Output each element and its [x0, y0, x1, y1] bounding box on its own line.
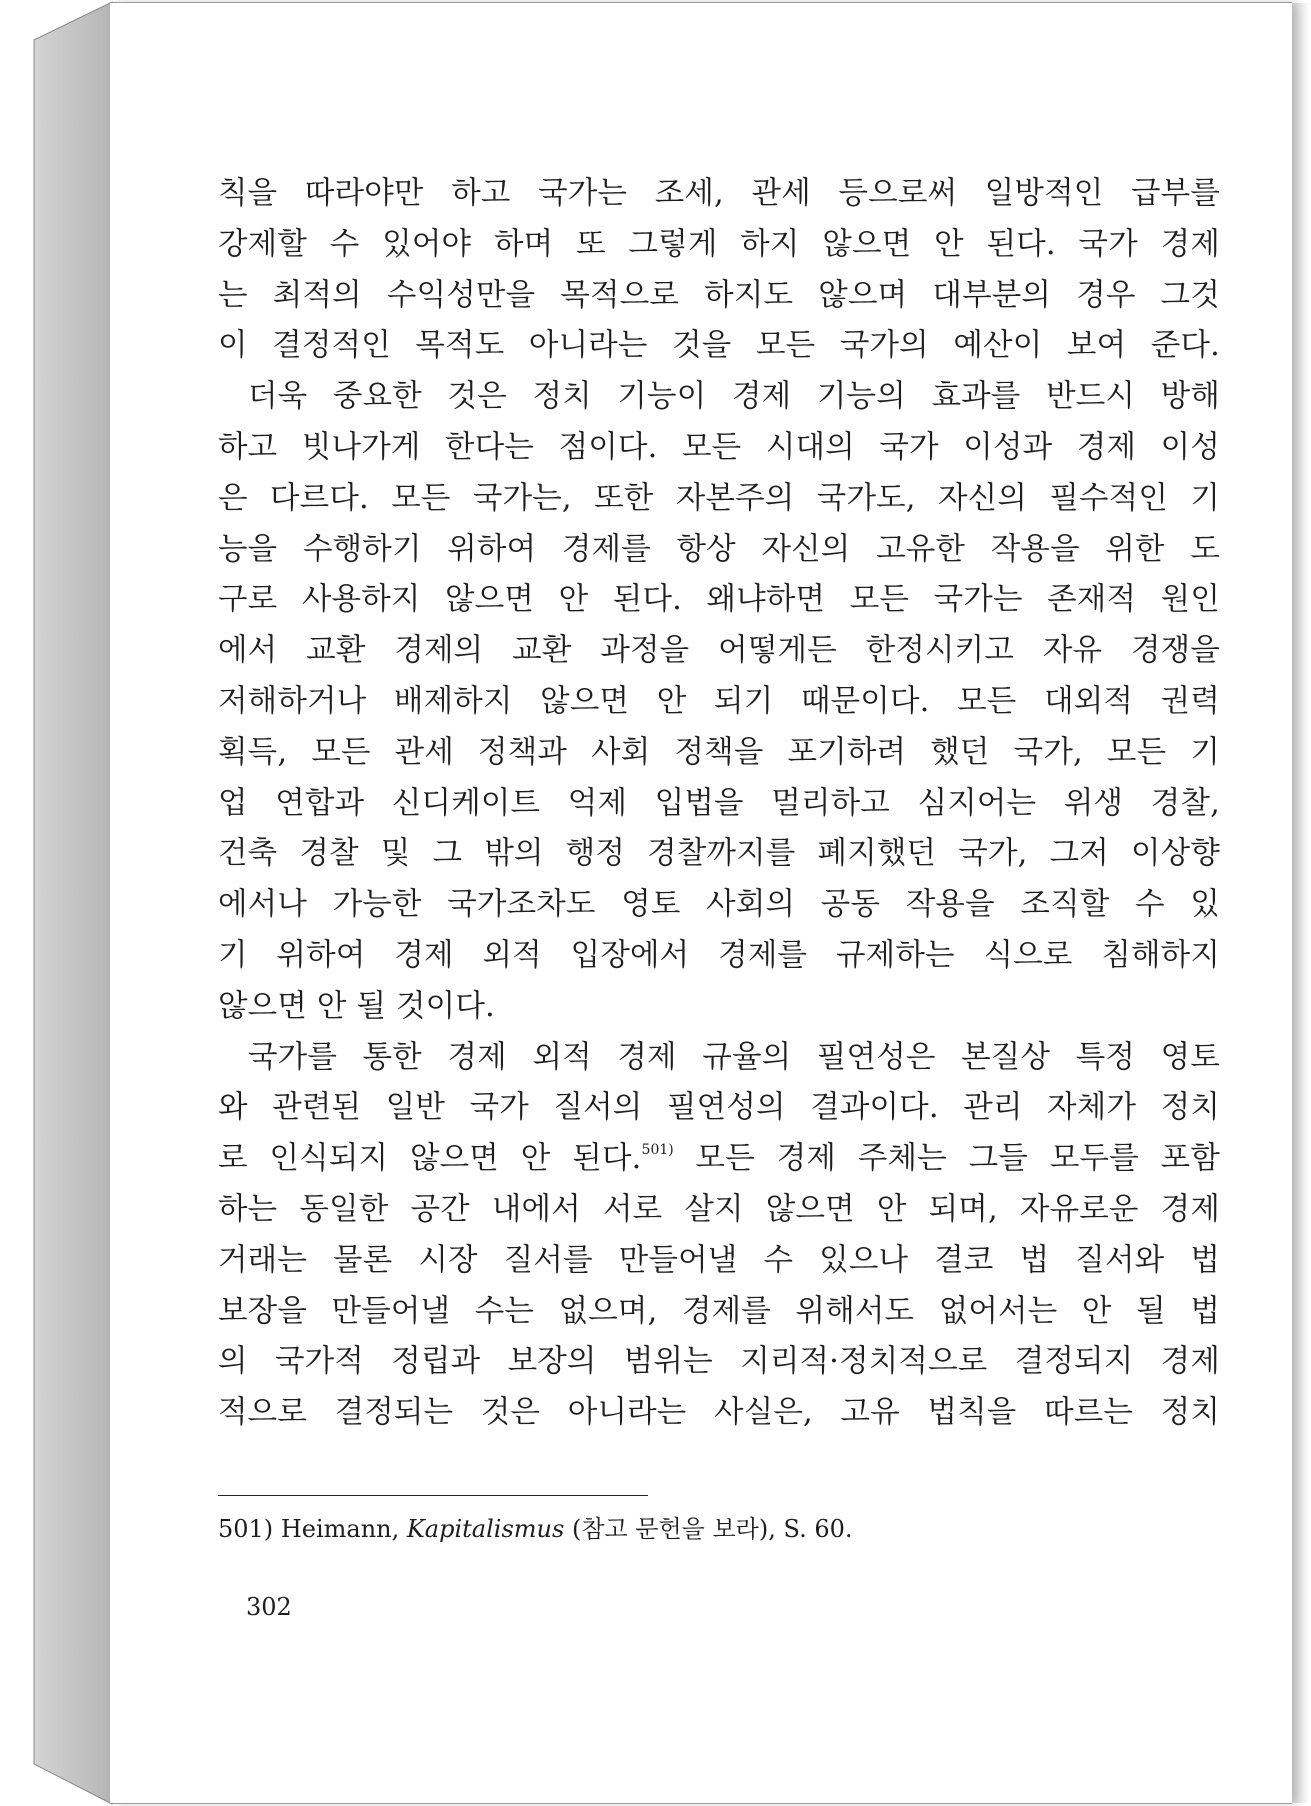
text-line: 하고 빗나가게 한다는 점이다. 모든 시대의 국가 이성과 경제 이성	[218, 429, 1220, 465]
footnote-number: 501)	[218, 1515, 274, 1543]
footnote-reference: 501)	[641, 1142, 674, 1159]
footnote-rest: (참고 문헌을 보라), S. 60.	[571, 1515, 853, 1543]
text-line	[218, 1134, 1220, 1185]
text-line: 적으로 결정되는 것은 아니라는 사실은, 고유 법칙을 따르는 정치	[218, 1395, 1220, 1431]
text-line: 더욱 중요한 것은 정치 기능이 경제 기능의 효과를 반드시 방해	[248, 379, 1220, 415]
footnote-divider	[218, 1495, 648, 1496]
text-line: 에서나 가능한 국가조차도 영토 사회의 공동 작용을 조직할 수 있	[218, 887, 1220, 923]
text-line: 구로 사용하지 않으면 안 된다. 왜냐하면 모든 국가는 존재적 원인	[218, 582, 1220, 618]
text-line: 는 최적의 수익성만을 목적으로 하지도 않으며 대부분의 경우 그것	[218, 277, 1220, 313]
text-line: 저해하거나 배제하지 않으면 안 되기 때문이다. 모든 대외적 권력	[218, 683, 1220, 719]
text-line: 획득, 모든 관세 정책과 사회 정책을 포기하려 했던 국가, 모든 기	[218, 734, 1220, 770]
text-line: 거래는 물론 시장 질서를 만들어낼 수 있으나 결코 법 질서와 법	[218, 1242, 1220, 1278]
text-line: 하는 동일한 공간 내에서 서로 살지 않으면 안 되며, 자유로운 경제	[218, 1191, 1220, 1227]
book-page	[110, 2, 1292, 1804]
text-line: 의 국가적 정립과 보장의 범위는 지리적·정치적으로 결정되지 경제	[218, 1344, 1220, 1380]
body-text	[218, 169, 1220, 1439]
text-line: 이 결정적인 목적도 아니라는 것을 모든 국가의 예산이 보여 준다.	[218, 328, 1220, 364]
text-line-segment: 모든 경제 주체는 그들 모두를 포함	[673, 1141, 1220, 1177]
page-number: 302	[246, 1593, 292, 1621]
text-line: 건축 경찰 및 그 밖의 행정 경찰까지를 폐지했던 국가, 그저 이상향	[218, 836, 1220, 872]
footnote-501	[218, 1509, 853, 1544]
footnote-title: Kapitalismus	[406, 1515, 565, 1543]
footnote-author: Heimann,	[280, 1515, 400, 1543]
text-line: 기 위하여 경제 외적 입장에서 경제를 규제하는 식으로 침해하지	[218, 937, 1220, 973]
text-line: 보장을 만들어낼 수는 없으며, 경제를 위해서도 없어서는 안 될 법	[218, 1293, 1220, 1329]
text-line: 능을 수행하기 위하여 경제를 항상 자신의 고유한 작용을 위한 도	[218, 531, 1220, 567]
text-line: 칙을 따라야만 하고 국가는 조세, 관세 등으로써 일방적인 급부를	[218, 176, 1220, 211]
book-spine-edge	[0, 0, 120, 1806]
text-line: 와 관련된 일반 국가 질서의 필연성의 결과이다. 관리 자체가 정치	[218, 1090, 1220, 1126]
text-line: 업 연합과 신디케이트 억제 입법을 멀리하고 심지어는 위생 경찰,	[218, 785, 1220, 821]
text-line: 강제할 수 있어야 하며 또 그렇게 하지 않으면 안 된다. 국가 경제	[218, 226, 1220, 262]
text-line: 않으면 안 될 것이다.	[218, 988, 495, 1024]
text-line-segment: 로 인식되지 않으면 안 된다.	[218, 1141, 642, 1177]
text-line: 에서 교환 경제의 교환 과정을 어떻게든 한정시키고 자유 경쟁을	[218, 633, 1220, 669]
text-line: 은 다르다. 모든 국가는, 또한 자본주의 국가도, 자신의 필수적인 기	[218, 480, 1220, 516]
text-line: 국가를 통한 경제 외적 경제 규율의 필연성은 본질상 특정 영토	[248, 1039, 1220, 1075]
